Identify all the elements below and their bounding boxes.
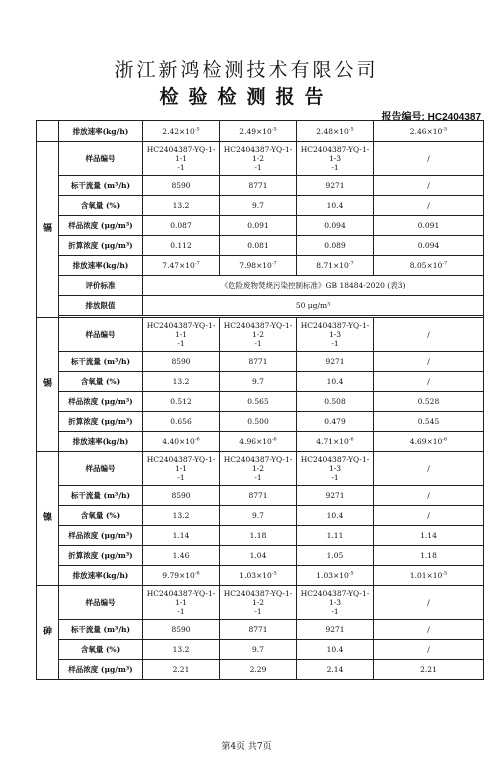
table-cell: 9271 <box>297 486 374 506</box>
group-cell <box>37 121 59 142</box>
table-cell: 9.7 <box>220 372 297 392</box>
table-row <box>37 566 484 586</box>
row-label: 样品浓度 (μg/m³) <box>59 660 143 680</box>
row-label: 含氧量 (%) <box>59 372 143 392</box>
table-cell: 2.29 <box>220 660 297 680</box>
table-cell: $1.03\times 10^{-5}$ <box>220 566 297 586</box>
table-row <box>37 318 484 352</box>
table-row <box>37 121 484 142</box>
row-label: 含氧量 (%) <box>59 196 143 216</box>
table-cell: 0.087 <box>143 216 220 236</box>
table-cell: HC2404387-YQ-1-1-3 -1 <box>297 142 374 176</box>
table-cell: / <box>374 640 484 660</box>
table-cell: 8771 <box>220 352 297 372</box>
table-cell: 8771 <box>220 486 297 506</box>
table-cell: 9271 <box>297 352 374 372</box>
table-cell: 1.11 <box>297 526 374 546</box>
row-label: 样品浓度 (μg/m³) <box>59 216 143 236</box>
row-label: 含氧量 (%) <box>59 506 143 526</box>
table-cell: $2.46\times 10^{-5}$ <box>374 121 484 142</box>
table-cell: 1.46 <box>143 546 220 566</box>
row-label: 标干流量 (m³/h) <box>59 486 143 506</box>
table-cell: 1.14 <box>374 526 484 546</box>
table-cell: HC2404387-YQ-1-1-2 -1 <box>220 142 297 176</box>
row-label: 排放限值 <box>59 296 143 316</box>
table-row <box>37 142 484 176</box>
table-row <box>37 372 484 392</box>
row-label: 样品编号 <box>59 586 143 620</box>
table-cell: 8590 <box>143 486 220 506</box>
table-cell: 13.2 <box>143 640 220 660</box>
row-label: 含氧量 (%) <box>59 640 143 660</box>
table-cell: 9271 <box>297 620 374 640</box>
row-label: 样品编号 <box>59 142 143 176</box>
table-cell: 1.05 <box>297 546 374 566</box>
table-cell: 8590 <box>143 352 220 372</box>
row-label: 排放速率(kg/h) <box>59 432 143 452</box>
table-cell: $4.69\times 10^{-6}$ <box>374 432 484 452</box>
table-cell: $2.42\times 10^{-5}$ <box>143 121 220 142</box>
table-cell: HC2404387-YQ-1-1-3 -1 <box>297 318 374 352</box>
table-cell: / <box>374 318 484 352</box>
table-row <box>37 452 484 486</box>
table-cell: 0.091 <box>374 216 484 236</box>
table-cell: / <box>374 196 484 216</box>
table-cell: 0.094 <box>297 216 374 236</box>
results-table <box>36 120 484 680</box>
table-cell: HC2404387-YQ-1-1-3 -1 <box>297 452 374 486</box>
table-cell: 9271 <box>297 176 374 196</box>
table-cell: 0.512 <box>143 392 220 412</box>
table-row <box>37 620 484 640</box>
table-cell: 0.094 <box>374 236 484 256</box>
table-row <box>37 256 484 276</box>
table-cell: 9.7 <box>220 196 297 216</box>
table-cell: 0.091 <box>220 216 297 236</box>
table-cell: 10.4 <box>297 372 374 392</box>
table-row <box>37 196 484 216</box>
table-cell: / <box>374 486 484 506</box>
table-cell: 8590 <box>143 176 220 196</box>
company-name: 浙江新鸿检测技术有限公司 <box>114 59 379 81</box>
table-cell: $2.49\times 10^{-5}$ <box>220 121 297 142</box>
row-label: 样品浓度 (μg/m³) <box>59 526 143 546</box>
table-cell: 1.18 <box>374 546 484 566</box>
table-cell: / <box>374 586 484 620</box>
row-label: 样品编号 <box>59 318 143 352</box>
table-cell: 1.18 <box>220 526 297 546</box>
table-cell: 0.528 <box>374 392 484 412</box>
table-row <box>37 660 484 680</box>
table-cell: HC2404387-YQ-1-1-1 -1 <box>143 142 220 176</box>
table-cell: 0.089 <box>297 236 374 256</box>
table-cell: 0.565 <box>220 392 297 412</box>
table-row <box>37 412 484 432</box>
table-cell: 8590 <box>143 620 220 640</box>
row-label: 标干流量 (m³/h) <box>59 176 143 196</box>
table-cell: $4.96\times 10^{-6}$ <box>220 432 297 452</box>
table-cell: 0.081 <box>220 236 297 256</box>
table-cell: / <box>374 142 484 176</box>
report-title: 检验检测报告 <box>159 86 334 108</box>
table-row <box>37 236 484 256</box>
standard-cell: 《危险废物焚烧污染控制标准》GB 18484-2020 (表3) <box>143 276 484 296</box>
row-label: 排放速率(kg/h) <box>59 566 143 586</box>
limit-cell: 50 μg/m³ <box>143 296 484 316</box>
row-label: 评价标准 <box>59 276 143 296</box>
table-cell: $4.40\times 10^{-6}$ <box>143 432 220 452</box>
table-cell: / <box>374 352 484 372</box>
table-row <box>37 392 484 412</box>
table-cell: 2.21 <box>374 660 484 680</box>
table-cell: $9.79\times 10^{-6}$ <box>143 566 220 586</box>
page-footer: 第4页 共7页 <box>221 742 272 752</box>
table-row <box>37 296 484 316</box>
table-cell: 9.7 <box>220 506 297 526</box>
table-cell: 1.14 <box>143 526 220 546</box>
table-cell: 0.500 <box>220 412 297 432</box>
table-row <box>37 352 484 372</box>
table-cell: / <box>374 506 484 526</box>
element-group-as: 砷 <box>37 586 59 680</box>
table-cell: HC2404387-YQ-1-1-2 -1 <box>220 452 297 486</box>
element-group-ni: 镍 <box>37 452 59 586</box>
table-cell: 8771 <box>220 620 297 640</box>
table-cell: HC2404387-YQ-1-1-1 -1 <box>143 318 220 352</box>
table-cell: $1.01\times 10^{-5}$ <box>374 566 484 586</box>
row-label: 折算浓度 (μg/m³) <box>59 412 143 432</box>
report-number-value: HC2404387 <box>427 112 481 123</box>
table-cell: 10.4 <box>297 196 374 216</box>
table-cell: HC2404387-YQ-1-1-2 -1 <box>220 318 297 352</box>
table-cell: / <box>374 176 484 196</box>
table-row <box>37 432 484 452</box>
table-row <box>37 176 484 196</box>
table-row <box>37 276 484 296</box>
row-label: 排放速率(kg/h) <box>59 256 143 276</box>
table-cell: $1.03\times 10^{-5}$ <box>297 566 374 586</box>
table-cell: HC2404387-YQ-1-1-1 -1 <box>143 586 220 620</box>
table-row <box>37 640 484 660</box>
table-row <box>37 546 484 566</box>
table-cell: HC2404387-YQ-1-1-2 -1 <box>220 586 297 620</box>
table-row <box>37 586 484 620</box>
table-cell: / <box>374 372 484 392</box>
report-number-label: 报告编号: <box>381 112 425 123</box>
table-cell: / <box>374 620 484 640</box>
table-cell: $8.71\times 10^{-7}$ <box>297 256 374 276</box>
table-cell: 0.479 <box>297 412 374 432</box>
row-label: 折算浓度 (μg/m³) <box>59 546 143 566</box>
table-cell: 1.04 <box>220 546 297 566</box>
table-cell: 13.2 <box>143 506 220 526</box>
table-cell: 2.21 <box>143 660 220 680</box>
table-cell: $8.05\times 10^{-7}$ <box>374 256 484 276</box>
table-cell: 0.656 <box>143 412 220 432</box>
row-label: 样品浓度 (μg/m³) <box>59 392 143 412</box>
table-cell: 10.4 <box>297 506 374 526</box>
table-cell: $4.71\times 10^{-6}$ <box>297 432 374 452</box>
element-group-cd: 镉 <box>37 142 59 318</box>
table-cell: HC2404387-YQ-1-1-3 -1 <box>297 586 374 620</box>
table-cell: $7.47\times 10^{-7}$ <box>143 256 220 276</box>
table-cell: 0.112 <box>143 236 220 256</box>
row-label: 样品编号 <box>59 452 143 486</box>
table-cell: 9.7 <box>220 640 297 660</box>
row-label: 标干流量 (m³/h) <box>59 352 143 372</box>
table-row <box>37 506 484 526</box>
table-cell: 2.14 <box>297 660 374 680</box>
table-cell: / <box>374 452 484 486</box>
table-cell: 13.2 <box>143 196 220 216</box>
table-row <box>37 526 484 546</box>
row-label: 标干流量 (m³/h) <box>59 620 143 640</box>
table-row <box>37 486 484 506</box>
table-cell: 10.4 <box>297 640 374 660</box>
row-label: 折算浓度 (μg/m³) <box>59 236 143 256</box>
table-cell: 0.508 <box>297 392 374 412</box>
table-row <box>37 216 484 236</box>
table-cell: HC2404387-YQ-1-1-1 -1 <box>143 452 220 486</box>
row-label: 排放速率(kg/h) <box>59 121 143 142</box>
table-cell: $2.48\times 10^{-5}$ <box>297 121 374 142</box>
table-cell: 8771 <box>220 176 297 196</box>
table-cell: $7.98\times 10^{-7}$ <box>220 256 297 276</box>
table-cell: 13.2 <box>143 372 220 392</box>
table-cell: 0.545 <box>374 412 484 432</box>
element-group-sn: 锡 <box>37 318 59 452</box>
